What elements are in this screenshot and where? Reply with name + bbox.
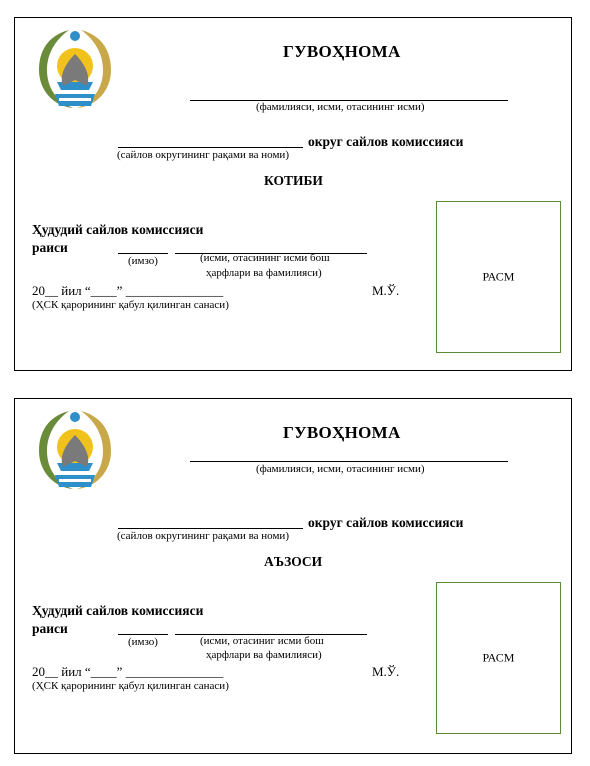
chair-line-2: раиси [32,621,68,636]
date-line: 20__ йил “____” _______________ [32,283,224,298]
certificate-title: ГУВОҲНОМА [283,423,401,442]
initials-caption-1: (исми, отасининг исми бош [200,252,330,264]
district-commission-label: округ сайлов комиссияси [308,134,464,149]
certificate-card-2 [14,398,572,754]
name-caption: (фамилияси, исми, отасининг исми) [256,463,425,475]
certificate-title: ГУВОҲНОМА [283,42,401,61]
state-emblem-icon [29,24,121,116]
name-fill-line [190,461,508,462]
district-caption: (сайлов округининг рақами ва номи) [117,149,289,161]
certificate-card-1 [14,17,572,371]
district-commission-label: округ сайлов комиссияси [308,515,464,530]
signature-fill-line [118,253,168,254]
date-line: 20__ йил “____” _______________ [32,664,224,679]
photo-placeholder [436,201,561,353]
chair-line-1: Ҳудудий сайлов комиссияси [32,603,204,618]
role-label: АЪЗОСИ [264,554,323,569]
signature-fill-line [118,634,168,635]
seal-mark: М.Ў. [372,664,400,679]
district-fill-line [118,528,303,529]
name-caption: (фамилияси, исми, отасининг исми) [256,101,425,113]
initials-caption-2: ҳарфлари ва фамилияси) [206,267,322,279]
district-caption: (сайлов округининг рақами ва номи) [117,530,289,542]
signature-caption: (имзо) [128,636,158,648]
photo-placeholder [436,582,561,734]
photo-label: РАСМ [482,269,515,284]
initials-caption-2: ҳарфлари ва фамилияси) [206,649,322,661]
decision-date-caption: (ҲСК қарорининг қабул қилинган санаси) [32,680,229,692]
chair-line-2: раиси [32,240,68,255]
signature-caption: (имзо) [128,255,158,267]
decision-date-caption: (ҲСК қарорининг қабул қилинган санаси) [32,299,229,311]
district-fill-line [118,147,303,148]
seal-mark: М.Ў. [372,283,400,298]
chair-line-1: Ҳудудий сайлов комиссияси [32,222,204,237]
role-label: КОТИБИ [264,173,323,188]
state-emblem-icon [29,405,121,497]
photo-label: РАСМ [482,650,515,665]
initials-caption-1: (исми, отасиниг исми бош [200,635,324,647]
